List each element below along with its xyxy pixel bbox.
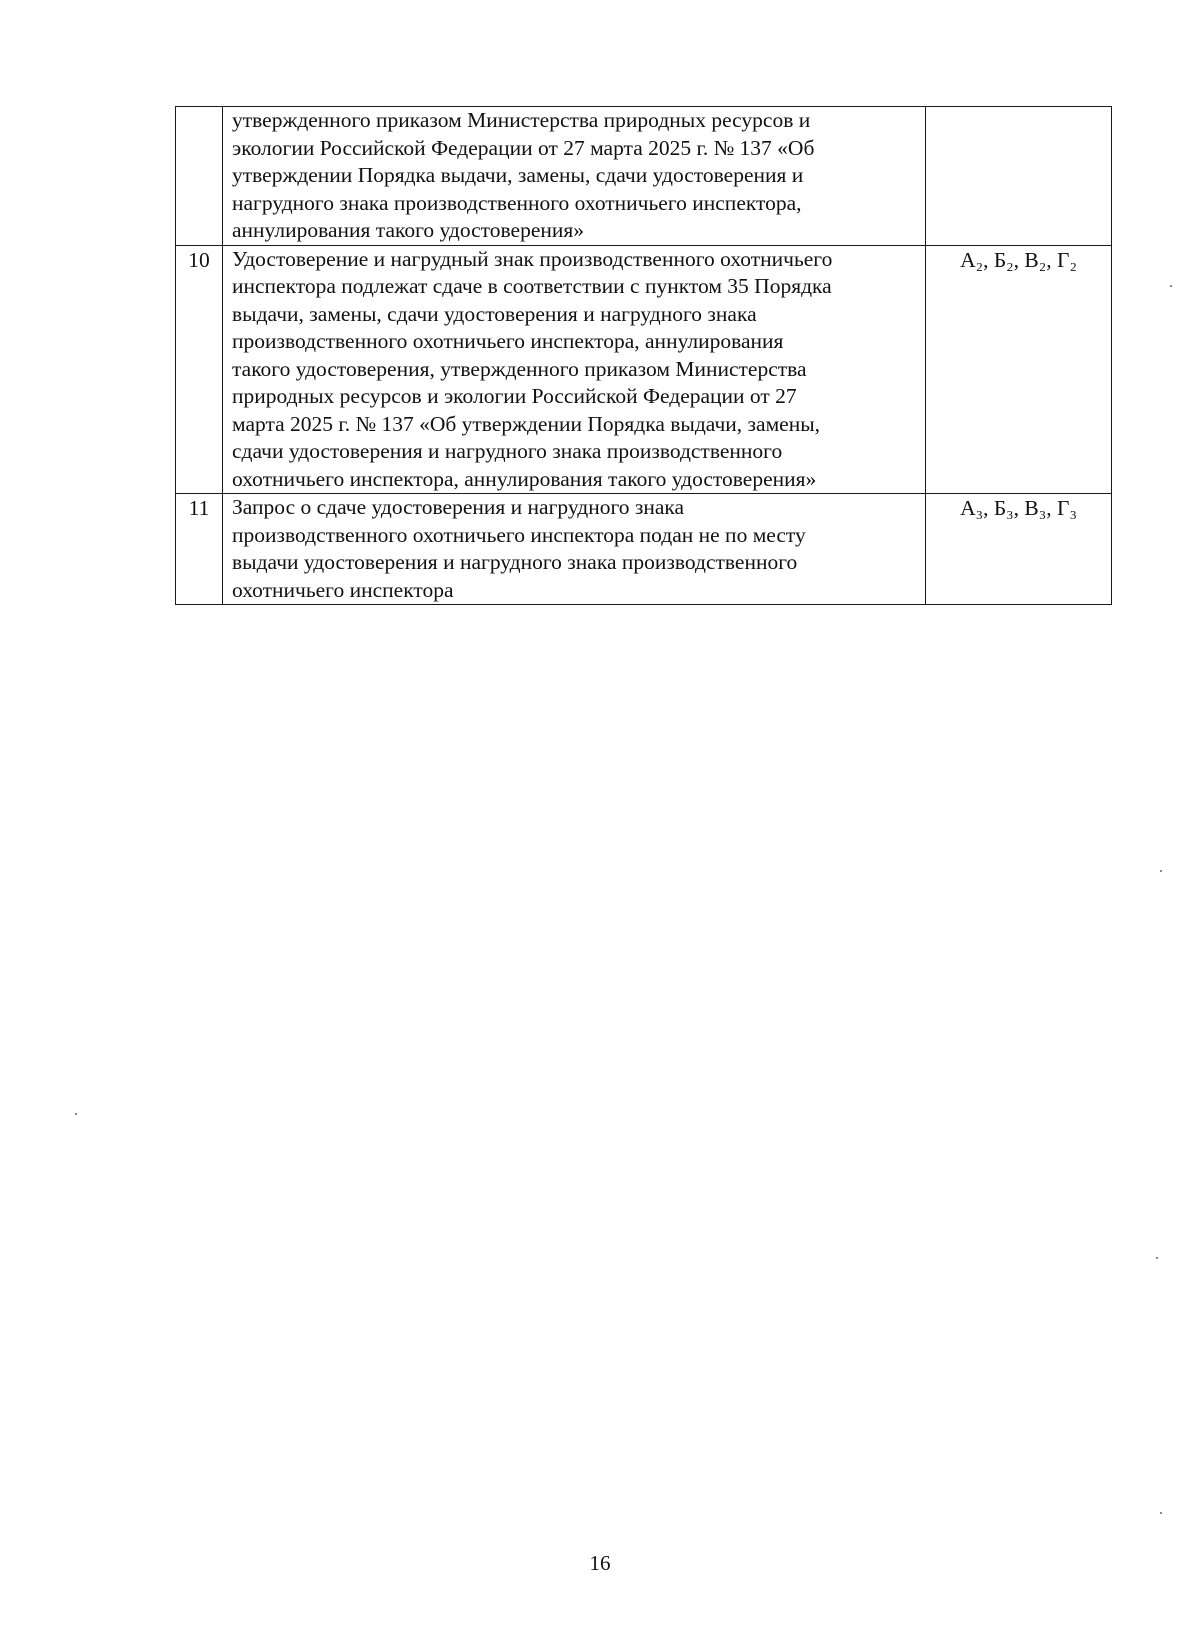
text-line: Удостоверение и нагрудный знак производственного охотничьего [232, 246, 833, 271]
table-row [176, 107, 1112, 246]
row-reference: А₃, Б₃, В₃, Г₃ [926, 494, 1112, 605]
row-number: 11 [176, 494, 223, 605]
text-line: утверждении Порядка выдачи, замены, сдачи удостоверения и [232, 163, 804, 187]
text-line: охотничьего инспектора, аннулирования такого удостоверения» [232, 466, 817, 491]
text-line: сдачи удостоверения и нагрудного знака производственного [232, 439, 783, 463]
row-text [223, 107, 926, 246]
row-reference [926, 107, 1112, 246]
text-line: утвержденного приказом Министерства природных ресурсов и [232, 108, 811, 132]
text-line: экологии Российской Федерации от 27 марта 2025 г. № 137 «Об [232, 135, 815, 160]
text-line: производственного охотничьего инспектора подан не по месту [232, 522, 806, 547]
row-text [223, 494, 926, 605]
table-row [176, 494, 1112, 605]
text-line: марта 2025 г. № 137 «Об утверждении Порядка выдачи, замены, [232, 411, 821, 436]
text-line: охотничьего инспектора [232, 577, 454, 602]
text-line: выдачи, замены, сдачи удостоверения и нагрудного знака [232, 301, 757, 326]
text-line: Запрос о сдаче удостоверения и нагрудного знака [232, 495, 685, 519]
text-line: природных ресурсов и экологии Российской Федерации от 27 [232, 384, 797, 408]
row-number: 10 [176, 245, 223, 494]
text-line: нагрудного знака производственного охотничьего инспектора, [232, 190, 802, 215]
page-number: 16 [589, 1551, 611, 1575]
text-line: такого удостоверения, утвержденного приказом Министерства [232, 356, 807, 381]
text-line: инспектора подлежат сдаче в соответствии с пунктом 35 Порядка [232, 274, 832, 298]
table-row [176, 245, 1112, 494]
text-line: выдачи удостоверения и нагрудного знака производственного [232, 550, 798, 574]
row-text [223, 245, 926, 494]
text-line: производственного охотничьего инспектора, аннулирования [232, 329, 784, 353]
text-line: аннулирования такого удостоверения» [232, 218, 585, 242]
row-number [176, 107, 223, 246]
document-table [175, 106, 1112, 605]
row-reference: А₂, Б₂, В₂, Г₂ [926, 245, 1112, 494]
